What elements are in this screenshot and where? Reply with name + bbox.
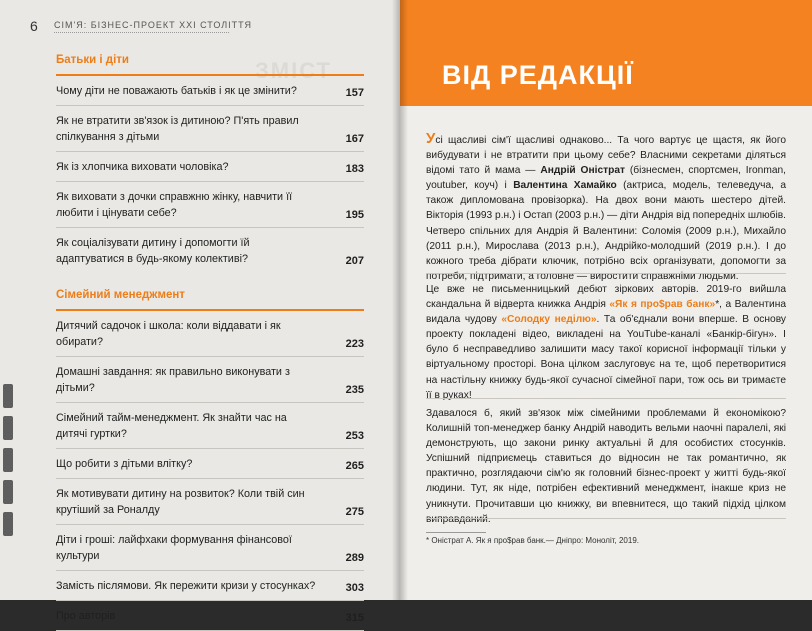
table-of-contents: [56, 46, 364, 631]
running-head-rule: [54, 32, 229, 33]
right-page: [400, 0, 812, 600]
book-title: «Як я про$рав банк»: [609, 299, 716, 311]
toc-item[interactable]: [56, 227, 364, 273]
ghost-heading: ЗМІСТ: [255, 58, 332, 83]
toc-item-title: Як соціалізувати дитину і допомогти їй адаптуватися в будь-якому колективі?: [56, 237, 250, 265]
banner-title: ВІД РЕДАКЦІЇ: [442, 60, 634, 90]
footnote-rule: [426, 532, 486, 533]
toc-item-title: Як мотивувати дитину на розвиток? Коли твій син крутіший за Роналду: [56, 488, 305, 516]
author-name: Андрій Оністрат: [540, 165, 625, 177]
toc-item-page: 275: [345, 506, 364, 518]
toc-item[interactable]: [56, 74, 364, 105]
edge-tab: [3, 480, 13, 504]
toc-item[interactable]: [56, 402, 364, 448]
drop-cap: У: [426, 130, 436, 147]
toc-item[interactable]: [56, 151, 364, 181]
paragraph-divider: [426, 518, 786, 519]
toc-item[interactable]: [56, 309, 364, 356]
toc-item-page: 289: [345, 552, 364, 564]
paragraph-economics: Здавалося б, який зв'язок між сімейними проблемами й економікою? Колишній топ-менеджер банку Андрій наводить вельми наочні паралелі, які демонструють, що закони ринку актуальні й для особистих стосунків. Успішний підприємець ставиться до відносин не так романтично, як практично, розглядаючи сім'ю як головний бізнес-проект у житті будь-якої людини. Тут, як ніде, потрібен ефективний менеджмент, інакше криз не уникнути. Прочитавши цю книжку, ви впевнитеся, що такий підхід цілком виправданий.: [426, 408, 786, 525]
toc-item-title: Дитячий садочок і школа: коли віддавати і як обирати?: [56, 320, 281, 348]
toc-section-title: Сімейний менеджмент: [56, 289, 185, 301]
page-number: 6: [30, 18, 38, 34]
text-run: Це вже не письменницький дебют зіркових авторів. 2019-го вийшла скандальна й відверта книжка Андрія: [426, 284, 786, 311]
toc-item-page: 223: [345, 338, 364, 350]
paragraph-divider: [426, 273, 786, 274]
toc-item-title: Діти і гроші: лайфхаки формування фінансової культури: [56, 534, 292, 562]
toc-item-title: Як із хлопчика виховати чоловіка?: [56, 161, 229, 173]
text-run: (актриса, модель, телеведуча, а також дипломована провізорка). На двох вони мають шестеро дітей. Вікторія (1993 р.н.) і Остап (2003 р.н.) — діти Андрія від попередніх шлюбів. Четверо спільних для Андрія й Валентини: Соломія (2009 р.н.), Михайло (2011 р.н.), Мирослава (2013 р.н.), Андрійко-молодший (2019 р.н.). І до кожного треба дібрати ключик, потрібно всіх організувати, допомогти за потреби, підтримати, а головне — виростити справжніми людьми.: [426, 180, 786, 282]
text-run: (бізнесмен, спортсмен, Ironman, youtuber, коуч) і: [426, 165, 786, 192]
toc-item[interactable]: [56, 478, 364, 524]
toc-item-title: Замість післямови. Як пережити кризи у стосунках?: [56, 580, 316, 592]
paragraph-divider: [426, 398, 786, 399]
toc-item-page: 253: [345, 430, 364, 442]
text-run: *, а Валентина видала чудову: [426, 299, 786, 326]
toc-item-page: 303: [345, 582, 364, 594]
paragraph-intro: [426, 131, 786, 284]
author-name: Валентина Хамайко: [513, 180, 617, 192]
toc-item-page: 207: [345, 255, 364, 267]
text-run: . Та об'єднали вони вперше. В основу проекту покладені відео, викладені на YouTube-каналі «Банкір-бігун». І було б несправедливо залишити масу такої корисної інформації тільки у віртуальному просторі. Вона цілком заслуговує на те, щоб перетворитися на настільну книжку будь-якої сучасної сімейної пари, тож ось ви тримаєте її в руках!: [426, 314, 786, 401]
toc-item-page: 235: [345, 384, 364, 396]
toc-item-page: 195: [345, 209, 364, 221]
footnote: * Оністрат А. Як я про$рав банк.— Дніпро: Моноліт, 2019.: [426, 536, 639, 545]
toc-item[interactable]: [56, 105, 364, 151]
toc-item-page: 315: [345, 612, 364, 624]
toc-item-title: Як виховати з дочки справжню жінку, навчити її любити і цінувати себе?: [56, 191, 293, 219]
toc-item-title: Домашні завдання: як правильно виконувати з дітьми?: [56, 366, 290, 394]
toc-item[interactable]: [56, 181, 364, 227]
edge-tab: [3, 512, 13, 536]
toc-item-title: Чому діти не поважають батьків і як це змінити?: [56, 85, 297, 97]
edge-tab: [3, 448, 13, 472]
toc-item[interactable]: [56, 570, 364, 600]
page-edge-tabs: [3, 384, 13, 544]
running-head: СІМ'Я: БІЗНЕС-ПРОЕКТ XXI СТОЛІТТЯ: [54, 20, 252, 30]
book-title: «Солодку неділю»: [501, 314, 597, 326]
book-gutter: [392, 0, 408, 600]
edge-tab: [3, 384, 13, 408]
left-page: [0, 0, 400, 624]
toc-item[interactable]: [56, 600, 364, 631]
toc-item-page: 167: [345, 133, 364, 145]
toc-section-title: Батьки і діти: [56, 54, 129, 66]
toc-item-title: Сімейний тайм-менеджмент. Як знайти час на дитячі гуртки?: [56, 412, 287, 440]
toc-item[interactable]: [56, 524, 364, 570]
paragraph-books: [426, 282, 786, 403]
toc-item-title: Що робити з дітьми влітку?: [56, 458, 193, 470]
toc-item-page: 157: [345, 87, 364, 99]
toc-item-page: 265: [345, 460, 364, 472]
toc-item-title: Як не втратити зв'язок із дитиною? П'ять правил спілкування з дітьми: [56, 115, 299, 143]
edge-tab: [3, 416, 13, 440]
toc-item-title: Про авторів: [56, 610, 116, 622]
text-run: сі щасливі сім'ї щасливі однаково... Та чого вартує це щастя, як його вибудувати і не втратити при цьому себе? Власними секретами діляться відомі тато й мама —: [426, 135, 786, 177]
toc-item[interactable]: [56, 448, 364, 478]
toc-item-page: 183: [345, 163, 364, 175]
toc-item[interactable]: [56, 356, 364, 402]
header-banner: [400, 0, 812, 106]
